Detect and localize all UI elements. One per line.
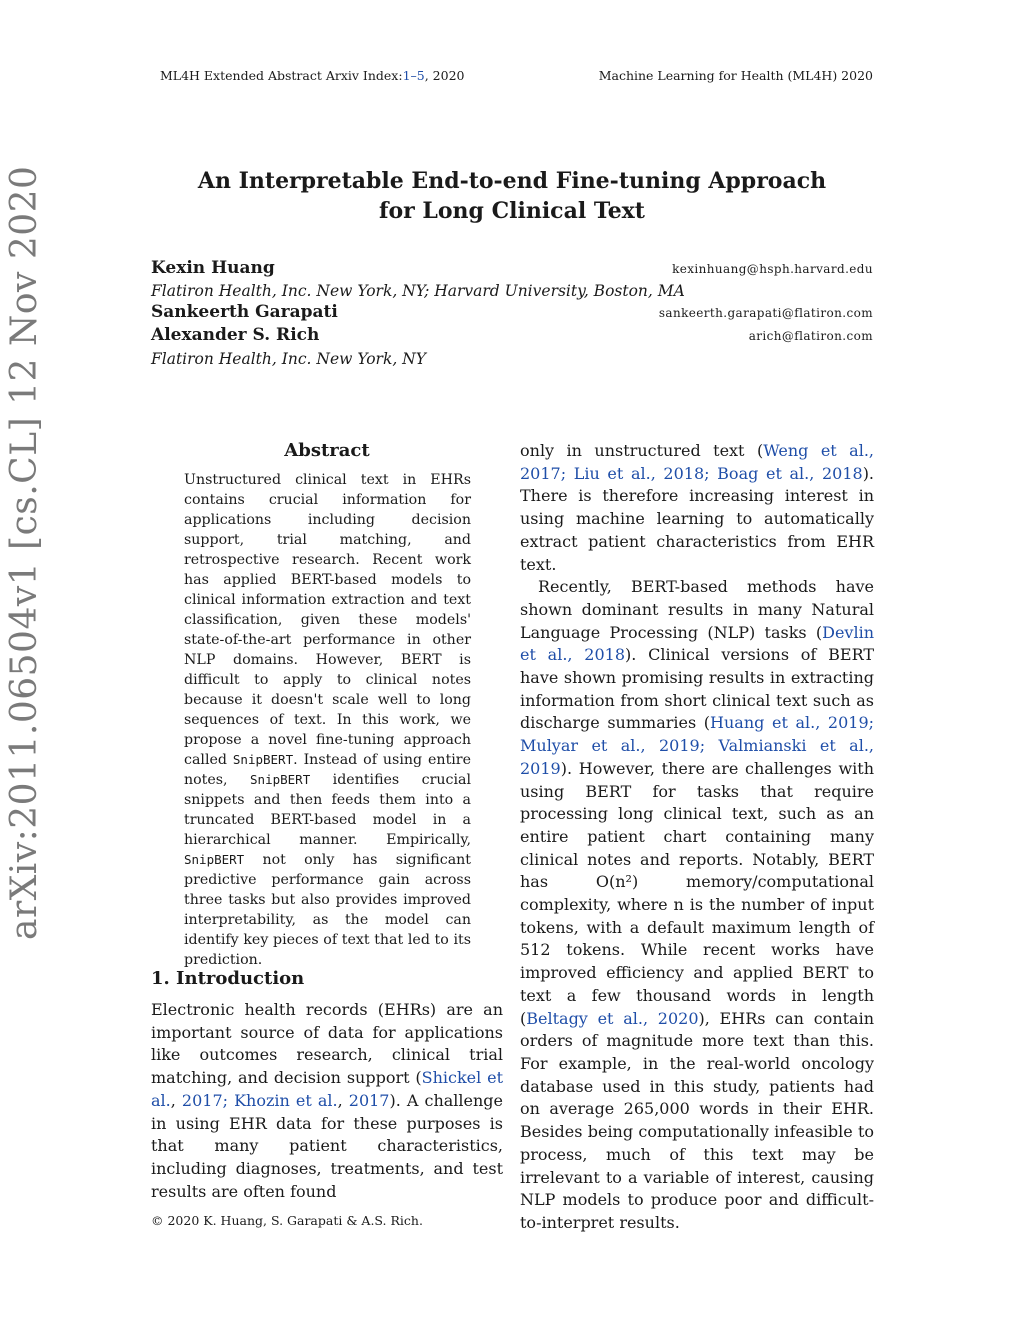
intro-paragraph-1a: Electronic health records (EHRs) are an important source of data for applications like outcomes research, clinical trial matching, and decision support (Shickel et al., 2017; Khozin et al., 2017). A challenge in using EHR data for these purposes is that many patient characteristics, including diagnoses, treatments, and test results are often found <box>151 1000 504 1201</box>
author-name-2: Sankeerth Garapati <box>151 302 338 322</box>
citation-year[interactable]: 2019 <box>827 713 869 733</box>
citation-year[interactable]: 2017 <box>520 463 561 483</box>
paper-title <box>0 166 1024 226</box>
citation-shickel[interactable]: Shickel et al. <box>151 1068 504 1110</box>
author-name-1: Kexin Huang <box>151 258 275 278</box>
abstract-text-4: not only has significant predictive performance gain across three tasks but also provides improved interpretability, as the model can identify key pieces of text that led to its prediction. <box>184 852 471 968</box>
citation-huang[interactable]: Huang et al. <box>710 713 816 733</box>
header-page-link[interactable]: 1–5 <box>402 68 425 83</box>
citation-boag[interactable]: Boag et al. <box>717 463 810 483</box>
section-heading-introduction: 1. Introduction <box>151 968 305 989</box>
citation-year[interactable]: 2018 <box>821 463 863 483</box>
header-year: , 2020 <box>424 68 465 83</box>
citation-weng[interactable]: Weng et al. <box>763 441 869 460</box>
abstract-body <box>184 470 471 970</box>
citation-year[interactable]: 2018 <box>663 463 705 483</box>
title-line-1: An Interpretable End-to-end Fine-tuning Approach <box>197 168 827 194</box>
citation-year[interactable]: 2020 <box>657 1008 699 1028</box>
abstract-text-3: identifies crucial snippets and then feeds them into a truncated BERT-based model in a hierarchical manner. Empirically, <box>184 772 471 848</box>
citation-year[interactable]: 2017 <box>181 1090 223 1110</box>
header-venue: ML4H Extended Abstract Arxiv Index: <box>160 68 403 83</box>
abstract-code-snipbert-3: SnipBERT <box>184 852 245 867</box>
abstract-code-snipbert-2: SnipBERT <box>250 772 311 787</box>
citation-year[interactable]: 2019 <box>520 758 561 778</box>
affiliation-1: Flatiron Health, Inc. New York, NY; Harvard University, Boston, MA <box>151 282 685 300</box>
citation-liu[interactable]: Liu et al. <box>573 463 651 483</box>
author-email-2[interactable]: sankeerth.garapati@flatiron.com <box>658 306 873 320</box>
citation-year[interactable]: 2019 <box>659 736 700 756</box>
citation-year[interactable]: 2018 <box>584 645 625 665</box>
affiliation-2: Flatiron Health, Inc. New York, NY <box>151 350 426 368</box>
citation-valmianski[interactable]: Valmianski et al. <box>718 736 869 756</box>
running-header-right: Machine Learning for Health (ML4H) 2020 <box>598 68 873 83</box>
intro-right-column <box>520 440 874 1235</box>
abstract-code-snipbert-1: SnipBERT <box>232 752 294 767</box>
intro-paragraph-1b: only in unstructured text (Weng et al., 2017; Liu et al., 2018; Boag et al., 2018). There is therefore increasing interest in using machine learning to automatically extract patient characteristics from EHR text. <box>520 441 875 574</box>
abstract-text-1: Unstructured clinical text in EHRs contains crucial information for applications including decision support, trial matching, and retrospective research. Recent work has applied BERT-based models to clinical information extraction and text classification, given these models' state-of-the-art performance in other NLP domains. However, BERT is difficult to apply to clinical notes because it doesn't scale well to long sequences of text. In this work, we propose a novel fine-tuning approach called <box>184 472 471 768</box>
intro-left-column <box>151 999 503 1203</box>
citation-khozin[interactable]: Khozin et al. <box>234 1090 338 1110</box>
arxiv-sidebar-id: arXiv:2011.06504v1 [cs.CL] 12 Nov 2020 <box>4 165 45 940</box>
author-name-3: Alexander S. Rich <box>151 325 320 345</box>
abstract-text-2: . Instead of using entire notes, <box>184 752 471 788</box>
author-email-3[interactable]: arich@flatiron.com <box>748 329 873 343</box>
citation-mulyar[interactable]: Mulyar et al. <box>520 736 641 756</box>
citation-year[interactable]: 2017 <box>348 1090 390 1110</box>
title-line-2: for Long Clinical Text <box>379 198 645 224</box>
citation-beltagy[interactable]: Beltagy et al. <box>526 1008 643 1028</box>
citation-devlin[interactable]: Devlin et al. <box>520 622 874 665</box>
abstract-heading: Abstract <box>284 440 370 461</box>
intro-paragraph-2: Recently, BERT-based methods have shown dominant results in many Natural Language Processing (NLP) tasks (Devlin et al., 2018). Clinical versions of BERT have shown promising results in extracting information from short clinical text such as discharge summaries (Huang et al., 2019; Mulyar et al., 2019; Valmianski et al., 2019). However, there are challenges with using BERT for tasks that require processing long clinical text, such as an entire patient chart containing many clinical notes and reports. Notably, BERT has O(n²) memory/computational complexity, where n is the number of input tokens, with a default maximum length of 512 tokens. While recent works have improved efficiency and applied BERT to text a few thousand words in length (Beltagy et al., 2020), EHRs can contain orders of magnitude more text than this. For example, in the real-world oncology database used in this study, patients had on average 265,000 words in their EHR. Besides being computationally infeasible to process, much of this text may be irrelevant to a variable of interest, causing NLP models to produce poor and difficult-to-interpret results. <box>520 577 875 1232</box>
running-header-left <box>160 68 465 83</box>
copyright-footer: © 2020 K. Huang, S. Garapati & A.S. Rich. <box>151 1213 423 1228</box>
author-email-1[interactable]: kexinhuang@hsph.harvard.edu <box>672 262 873 276</box>
